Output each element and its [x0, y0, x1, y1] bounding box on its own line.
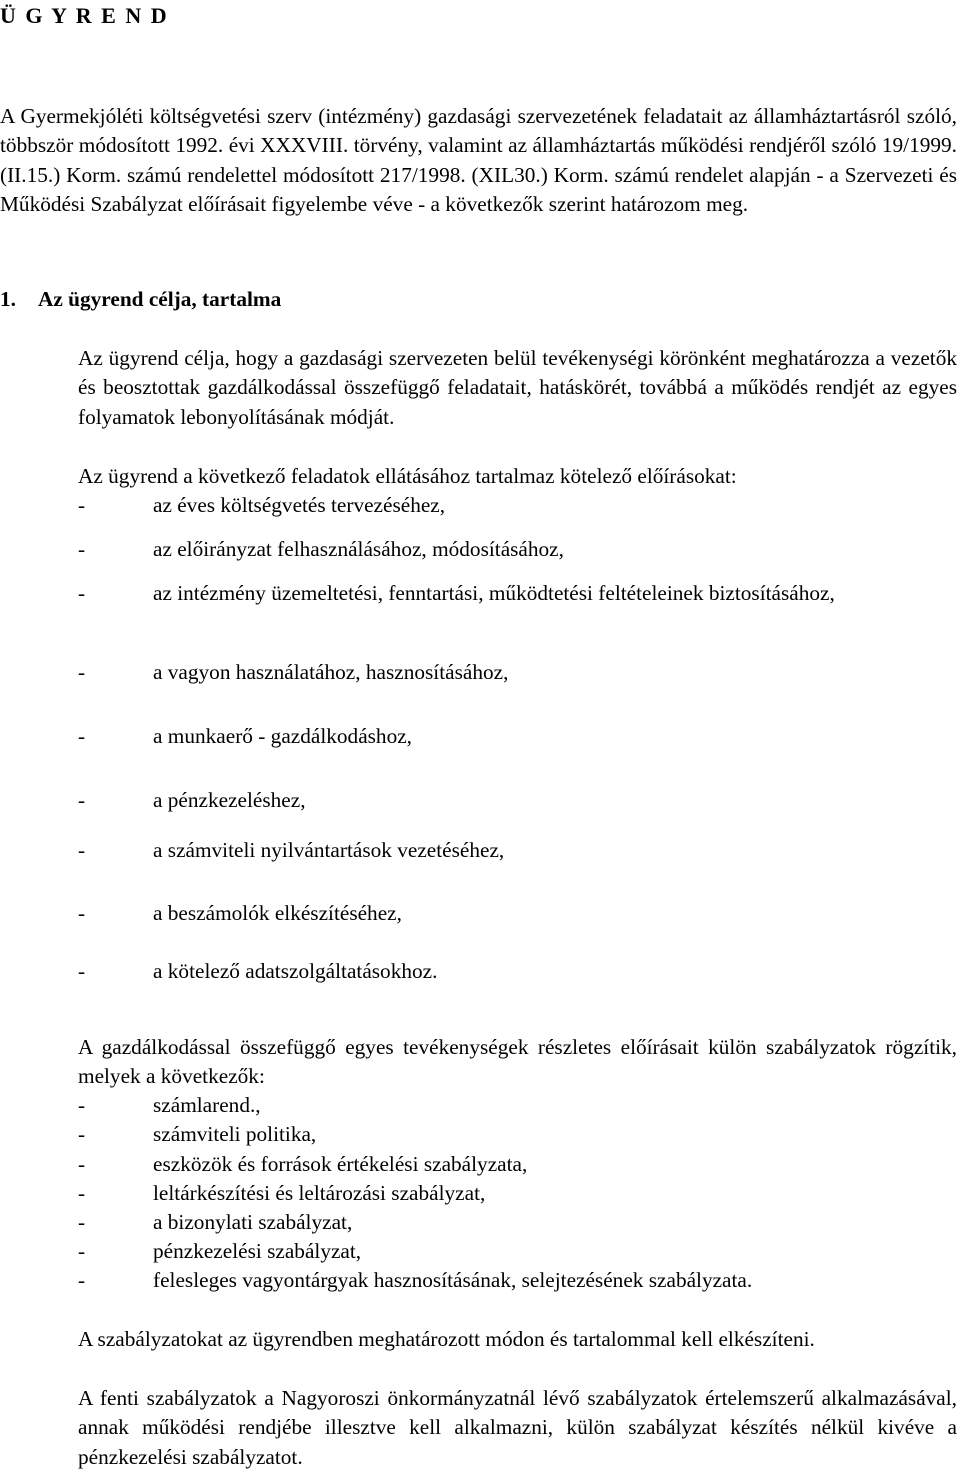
- regulation-item: [78, 1266, 957, 1295]
- list-item: [78, 899, 957, 928]
- regulation-item: [78, 1091, 957, 1120]
- regulation-item-text: a bizonylati szabályzat,: [153, 1210, 353, 1234]
- list-dash: -: [78, 1268, 86, 1292]
- list-dash: -: [78, 838, 86, 862]
- section-number: 1.: [0, 287, 16, 311]
- list-item: [78, 957, 957, 986]
- list-item-text: a pénzkezeléshez,: [153, 788, 306, 812]
- list-item: [78, 579, 957, 608]
- regulation-item-text: pénzkezelési szabályzat,: [153, 1239, 362, 1263]
- list-dash: -: [78, 1093, 86, 1117]
- list-item-text: a munkaerő - gazdálkodáshoz,: [153, 724, 413, 748]
- regulation-item-text: felesleges vagyontárgyak hasznosításának, selejtezésének szabályzata.: [153, 1268, 753, 1292]
- contains-intro: Az ügyrend a következő feladatok ellátásához tartalmaz kötelező előírásokat:: [78, 464, 737, 488]
- list-item-text: az előirányzat felhasználásához, módosításához,: [153, 537, 564, 561]
- list-dash: -: [78, 1152, 86, 1176]
- regulation-item-text: leltárkészítési és leltározási szabályzat,: [153, 1181, 486, 1205]
- list-dash: -: [78, 959, 86, 983]
- regulation-item: [78, 1179, 957, 1208]
- list-dash: -: [78, 1210, 86, 1234]
- purpose-paragraph: Az ügyrend célja, hogy a gazdasági szervezeten belül tevékenységi körönként meghatározza a vezetők és beosztottak gazdálkodással összefüggő feladatait, hatáskörét, továbbá a működés rendjét az egyes folyamatok lebonyolításának módját.: [78, 346, 957, 429]
- regulations-intro: A gazdálkodással összefüggő egyes tevékenységek részletes előírásait külön szabályzatok rögzítik, melyek a következők:: [78, 1035, 957, 1089]
- list-dash: -: [78, 581, 86, 605]
- list-dash: -: [78, 493, 86, 517]
- regulation-item-text: eszközök és források értékelési szabályzata,: [153, 1152, 528, 1176]
- list-item: [78, 722, 957, 751]
- list-item-text: az intézmény üzemeltetési, fenntartási, működtetési feltételeinek biztosításához,: [153, 581, 835, 605]
- list-item-text: a számviteli nyilvántartások vezetéséhez,: [153, 838, 505, 862]
- regulation-item: [78, 1208, 957, 1237]
- list-item-text: a beszámolók elkészítéséhez,: [153, 901, 402, 925]
- list-item-text: az éves költségvetés tervezéséhez,: [153, 493, 446, 517]
- list-dash: -: [78, 901, 86, 925]
- regulation-item: [78, 1120, 957, 1149]
- section-title: Az ügyrend célja, tartalma: [38, 287, 282, 311]
- list-dash: -: [78, 788, 86, 812]
- list-dash: -: [78, 1122, 86, 1146]
- regulation-item: [78, 1150, 957, 1179]
- regulation-item-text: számviteli politika,: [153, 1122, 317, 1146]
- closing-paragraph-2: A fenti szabályzatok a Nagyoroszi önkormányzatnál lévő szabályzatok értelemszerű alkalmazásával, annak működési rendjébe illesztve kell alkalmazni, külön szabályzat készítés nélkül kivéve a pénzkezelési szabályzatot.: [78, 1386, 957, 1469]
- regulation-item-text: számlarend.,: [153, 1093, 261, 1117]
- list-dash: -: [78, 1181, 86, 1205]
- section-heading: [0, 285, 281, 314]
- closing-paragraph-1: A szabályzatokat az ügyrendben meghatározott módon és tartalommal kell elkészíteni.: [78, 1327, 815, 1351]
- document-title: Ü G Y R E N D: [0, 3, 169, 28]
- list-item: [78, 658, 957, 687]
- list-item: [78, 491, 957, 520]
- intro-paragraph: A Gyermekjóléti költségvetési szerv (intézmény) gazdasági szervezetének feladatait az államháztartásról szóló, többször módosított 1992. évi XXXVIII. törvény, valamint az államháztartás működési rendjéről szóló 19/1999. (II.15.) Korm. számú rendelettel módosított 217/1998. (XIL30.) Korm. számú rendelet alapján - a Szervezeti és Működési Szabályzat előírásait figyelembe véve - a következők szerint határozom meg.: [0, 104, 957, 216]
- list-dash: -: [78, 537, 86, 561]
- list-dash: -: [78, 660, 86, 684]
- list-dash: -: [78, 724, 86, 748]
- list-item-text: a kötelező adatszolgáltatásokhoz.: [153, 959, 438, 983]
- list-item-text: a vagyon használatához, hasznosításához,: [153, 660, 509, 684]
- list-dash: -: [78, 1239, 86, 1263]
- list-item: [78, 836, 957, 865]
- regulation-item: [78, 1237, 957, 1266]
- list-item: [78, 535, 957, 564]
- list-item: [78, 786, 957, 815]
